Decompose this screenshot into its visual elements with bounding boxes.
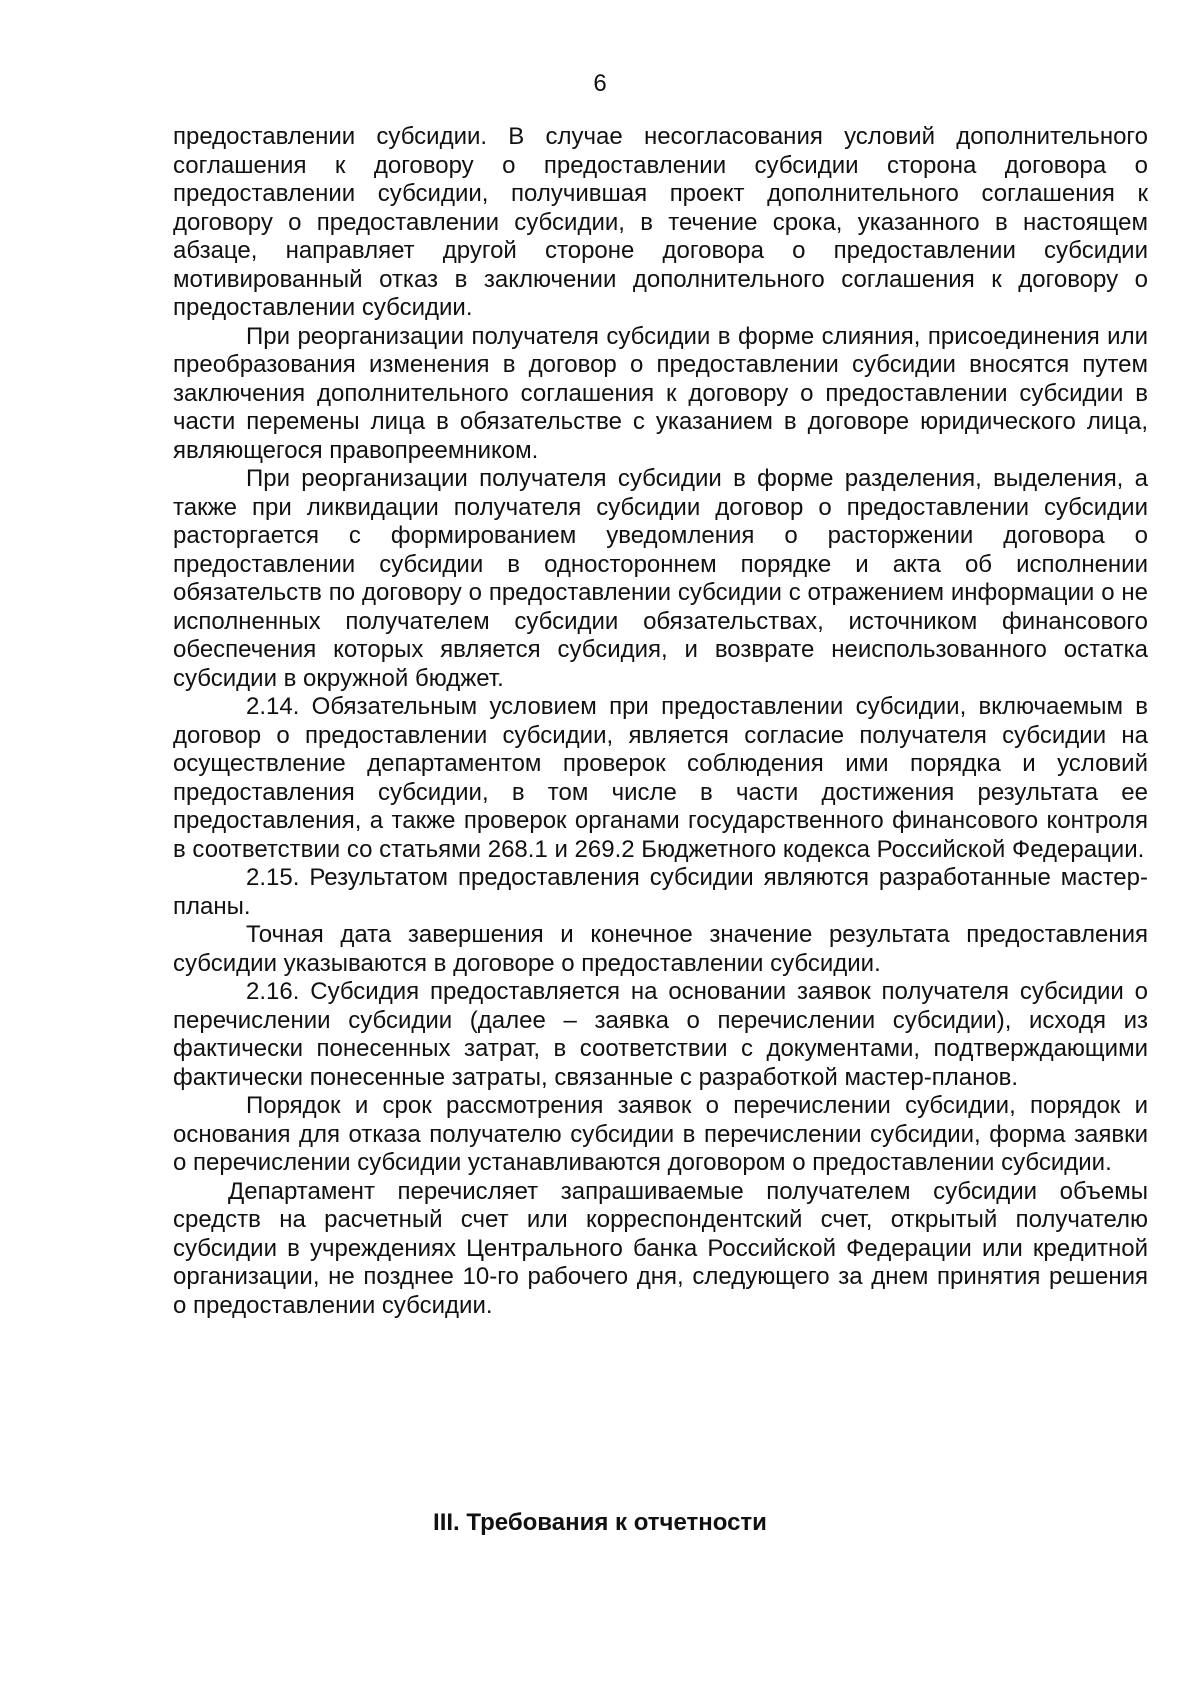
paragraph-2-14: 2.14. Обязательным условием при предоставлении субсидии, включаемым в договор о предоставлении субсидии, является согласие получателя субсидии на осуществление департаментом проверок соблюдения ими порядка и условий предоставления субсидии, в том числе в части достижения результата ее предоставления, а также проверок органами государственного финансового контроля в соответствии со статьями 268.1 и 269.2 Бюджетного кодекса Российской Федерации. <box>173 693 1148 863</box>
paragraph-department-transfer: Департамент перечисляет запрашиваемые получателем субсидии объемы средств на расчетный счет или корреспондентский счет, открытый получателю субсидии в учреждениях Центрального банка Российской Федерации или кредитной организации, не позднее 10-го рабочего дня, следующего за днем принятия решения о предоставлении субсидии. <box>173 1177 1148 1319</box>
paragraph-2-15: 2.15. Результатом предоставления субсидии являются разработанные мастер-планы. <box>173 864 1148 920</box>
paragraph-result-date: Точная дата завершения и конечное значение результата предоставления субсидии указываются в договоре о предоставлении субсидии. <box>173 921 1148 977</box>
paragraph-reorganization-division: При реорганизации получателя субсидии в форме разделения, выделения, а также при ликвидации получателя субсидии договор о предоставлении субсидии расторгается с формированием уведомления о расторжении договора о предоставлении субсидии в одностороннем порядке и акта об исполнении обязательств по договору о предоставлении субсидии с отражением информации о не исполненных получателем субсидии обязательствах, источником финансового обеспечения которых является субсидия, и возврате неиспользованного остатка субсидии в окружной бюджет. <box>173 465 1148 692</box>
page-number: 6 <box>593 70 607 97</box>
document-body <box>173 123 1148 1320</box>
paragraph-application-procedure: Порядок и срок рассмотрения заявок о перечислении субсидии, порядок и основания для отказа получателю субсидии в перечислении субсидии, форма заявки о перечислении субсидии устанавливаются договором о предоставлении субсидии. <box>173 1092 1148 1176</box>
section-heading: III. Требования к отчетности <box>433 1509 767 1536</box>
paragraph-reorganization-merger: При реорганизации получателя субсидии в форме слияния, присоединения или преобразования изменения в договор о предоставлении субсидии вносятся путем заключения дополнительного соглашения к договору о предоставлении субсидии в части перемены лица в обязательстве с указанием в договоре юридического лица, являющегося правопреемником. <box>173 322 1148 464</box>
paragraph-continuation: предоставлении субсидии. В случае несогласования условий дополнительного соглашения к договору о предоставлении субсидии сторона договора о предоставлении субсидии, получившая проект дополнительного соглашения к договору о предоставлении субсидии, в течение срока, указанного в настоящем абзаце, направляет другой стороне договора о предоставлении субсидии мотивированный отказ в заключении дополнительного соглашения к договору о предоставлении субсидии. <box>173 123 1148 321</box>
paragraph-2-16: 2.16. Субсидия предоставляется на основании заявок получателя субсидии о перечислении субсидии (далее – заявка о перечислении субсидии), исходя из фактически понесенных затрат, в соответствии с документами, подтверждающими фактически понесенные затраты, связанные с разработкой мастер-планов. <box>173 978 1148 1091</box>
